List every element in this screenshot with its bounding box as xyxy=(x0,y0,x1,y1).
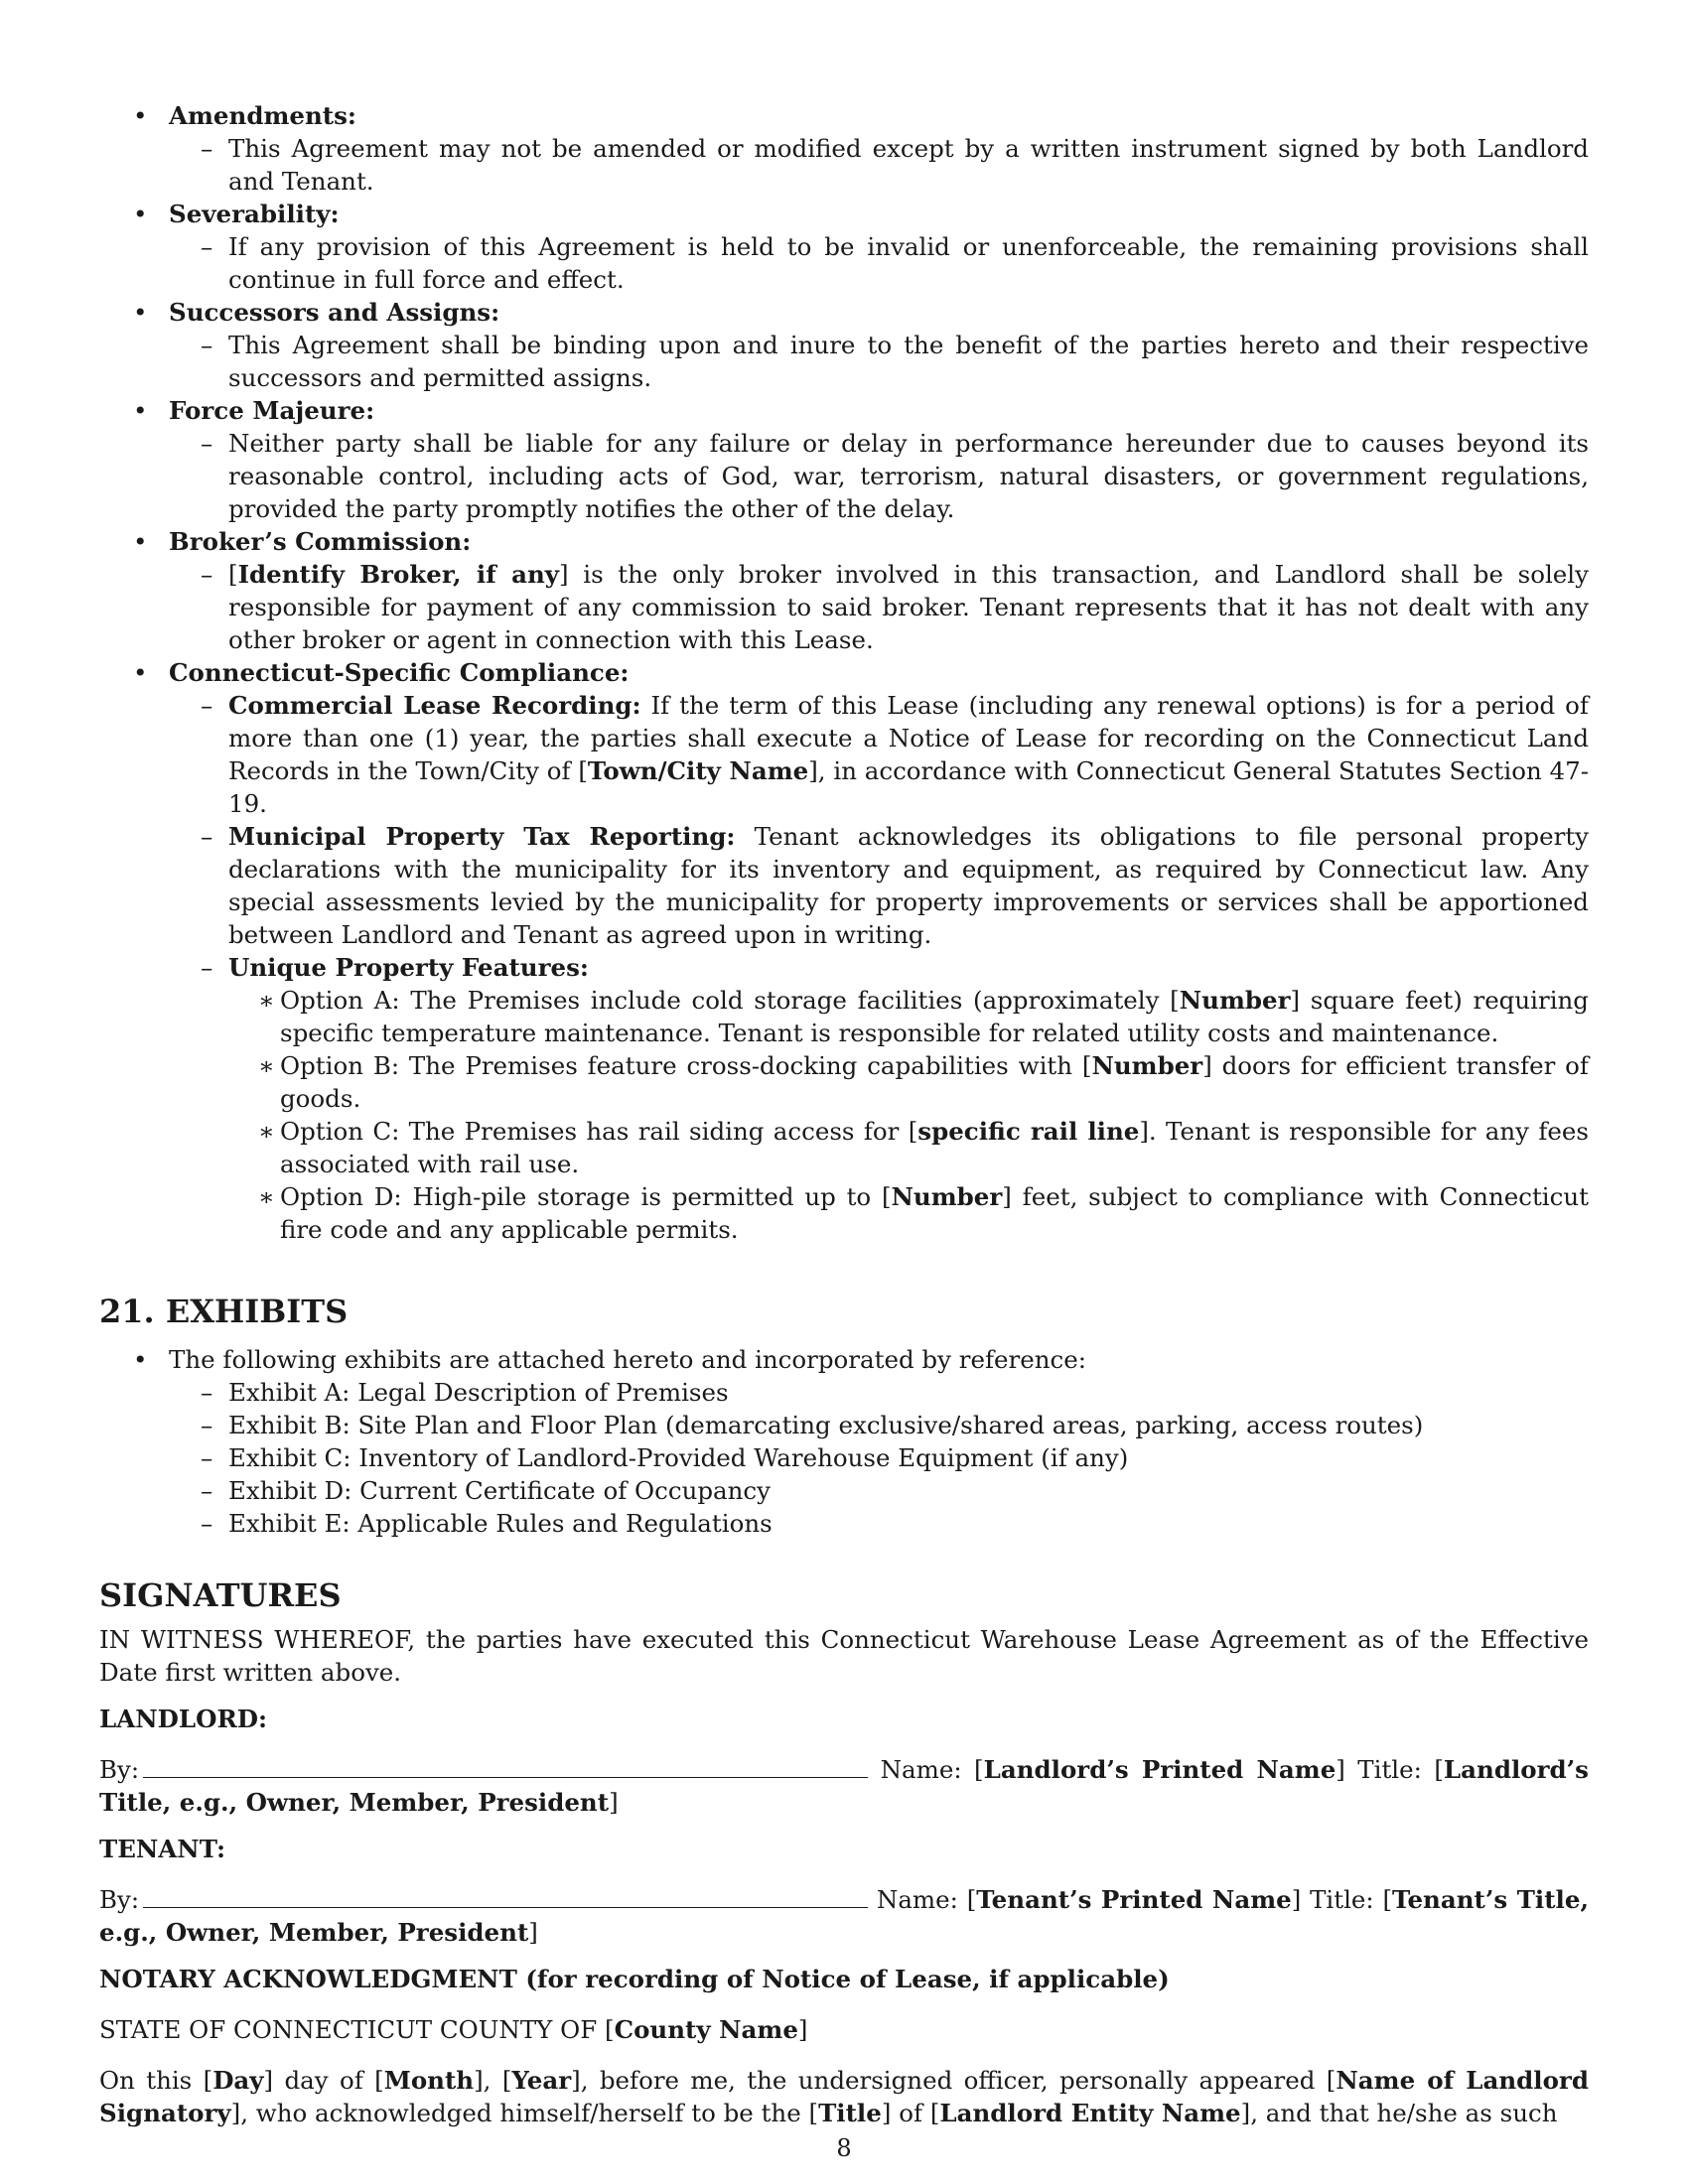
notary-heading: NOTARY ACKNOWLEDGMENT (for recording of Notice of Lease, if applicable) xyxy=(99,1965,1170,1993)
notary-text: of xyxy=(899,2099,923,2127)
county-placeholder: County Name xyxy=(614,2015,798,2044)
option-b-text: Option B: The Premises feature cross-docking capabilities with xyxy=(280,1051,1073,1080)
notary-state-text: STATE OF CONNECTICUT COUNTY OF xyxy=(99,2015,598,2044)
tenant-heading: TENANT: xyxy=(99,1835,226,1863)
witness-paragraph: IN WITNESS WHEREOF, the parties have executed this Connecticut Warehouse Lease Agreement as of the Effective Date first written above. xyxy=(99,1625,1589,1687)
notary-text: , before me, the undersigned officer, personally appeared xyxy=(580,2066,1316,2095)
landlord-heading: LANDLORD: xyxy=(99,1705,268,1733)
recording-text-end: , in accordance with Connecticut General Statutes Section 47-19. xyxy=(228,756,1589,818)
landlord-signature-line[interactable] xyxy=(143,1757,868,1778)
ct-compliance-title: Connecticut-Specific Compliance: xyxy=(169,658,630,687)
notary-text: , who acknowledged himself/herself to be the xyxy=(240,2099,801,2127)
list-item: ∗ Option C: The Premises has rail siding access for [specific rail line]. Tenant is responsible for any fees associated with rail use. xyxy=(228,1115,1589,1180)
option-c-text-end: . Tenant is responsible for any fees associated with rail use. xyxy=(280,1117,1589,1178)
year-placeholder: Year xyxy=(511,2066,572,2095)
list-item xyxy=(169,230,1589,296)
list-item xyxy=(99,1343,1589,1540)
tax-text: Tenant acknowledges its obligations to file personal property declarations with the municipality for its inventory and equipment, as required by Connecticut law. Any special assessments levied by the municipality for property improvements or services shall be apportioned between Landlord and Tenant as agreed upon in writing. xyxy=(228,822,1590,949)
option-d-text-end: feet, subject to compliance with Connecticut fire code and any applicable permits. xyxy=(280,1182,1589,1244)
exhibits-heading: 21. EXHIBITS xyxy=(99,1293,349,1330)
title-label: Title: xyxy=(1357,1755,1422,1784)
option-a-placeholder: Number xyxy=(1179,986,1291,1015)
page-number: 8 xyxy=(836,2134,852,2162)
recording-label: Commercial Lease Recording: xyxy=(228,691,641,720)
list-item xyxy=(169,951,1589,1246)
by-label: By: xyxy=(99,1755,140,1784)
force-majeure-text: Neither party shall be liable for any failure or delay in performance hereunder due to causes beyond its reasonable control, including acts of God, war, terrorism, natural disasters, or government regulations, provided the party promptly notifies the other of the delay. xyxy=(228,429,1589,523)
force-majeure-title: Force Majeure: xyxy=(169,396,375,425)
list-item xyxy=(99,99,1589,198)
notary-text: , xyxy=(483,2066,492,2095)
successors-text: This Agreement shall be binding upon and inure to the benefit of the parties hereto and their respective successors and permitted assigns. xyxy=(228,331,1589,392)
list-item: ∗ Option A: The Premises include cold storage facilities (approximately [Number] square feet) requiring specific temperature maintenance. Tenant is responsible for related utility costs and maintenance. xyxy=(228,984,1589,1049)
list-item xyxy=(99,394,1589,525)
list-item xyxy=(99,296,1589,394)
exhibits-list xyxy=(99,1343,1589,1540)
list-item xyxy=(169,329,1589,394)
list-item xyxy=(99,656,1589,1246)
town-placeholder: Town/City Name xyxy=(587,756,809,785)
tenant-signature-line[interactable] xyxy=(143,1887,868,1908)
name-label: Name: xyxy=(880,1755,962,1784)
broker-placeholder: Identify Broker, if any xyxy=(237,560,560,589)
list-item xyxy=(169,820,1589,951)
severability-text: If any provision of this Agreement is held to be invalid or unenforceable, the remaining provisions shall continue in full force and effect. xyxy=(228,232,1589,294)
option-a-text-end: square feet) requiring specific temperature maintenance. Tenant is responsible for related utility costs and maintenance. xyxy=(280,986,1589,1047)
exhibit-item: – Exhibit C: Inventory of Landlord-Provided Warehouse Equipment (if any) xyxy=(169,1441,1589,1474)
exhibits-intro: The following exhibits are attached hereto and incorporated by reference: xyxy=(169,1345,1086,1374)
signatory-placeholder: Name of Landlord Signatory xyxy=(99,2066,1589,2127)
entity-placeholder: Landlord Entity Name xyxy=(939,2099,1241,2127)
notary-text: , and that he/she as such xyxy=(1250,2099,1558,2127)
tenant-name-placeholder: Tenant’s Printed Name xyxy=(976,1885,1292,1914)
month-placeholder: Month xyxy=(383,2066,475,2095)
by-label: By: xyxy=(99,1885,140,1914)
option-c-text: Option C: The Premises has rail siding access for xyxy=(280,1117,900,1146)
notary-text: On this xyxy=(99,2066,193,2095)
option-d-text: Option D: High-pile storage is permitted up to xyxy=(280,1182,872,1211)
option-a-text: Option A: The Premises include cold storage facilities (approximately xyxy=(280,986,1160,1015)
notary-text: day of xyxy=(284,2066,363,2095)
signatures-heading: SIGNATURES xyxy=(99,1576,342,1614)
page-content xyxy=(99,99,1589,2129)
broker-title: Broker’s Commission: xyxy=(169,527,472,556)
amendments-text: This Agreement may not be amended or modified except by a written instrument signed by both Landlord and Tenant. xyxy=(228,134,1589,196)
option-b-placeholder: Number xyxy=(1091,1051,1203,1080)
title-placeholder: Title xyxy=(818,2099,882,2127)
misc-provisions-list xyxy=(99,99,1589,1246)
landlord-title-placeholder: Landlord’s Title, e.g., Owner, Member, President xyxy=(99,1755,1589,1817)
tax-label: Municipal Property Tax Reporting: xyxy=(228,822,736,851)
title-label: Title: xyxy=(1310,1885,1374,1914)
exhibit-item: – Exhibit D: Current Certificate of Occupancy xyxy=(169,1474,1589,1507)
list-item xyxy=(99,525,1589,656)
broker-text: is the only broker involved in this transaction, and Landlord shall be solely responsible for payment of any commission to said broker. Tenant represents that it has not dealt with any other broker or agent in connection with this Lease. xyxy=(228,560,1589,654)
list-item: ∗ Option D: High-pile storage is permitted up to [Number] feet, subject to compliance with Connecticut fire code and any applicable permits. xyxy=(228,1180,1589,1246)
landlord-name-placeholder: Landlord’s Printed Name xyxy=(983,1755,1336,1784)
exhibit-item: – Exhibit A: Legal Description of Premises xyxy=(169,1376,1589,1409)
list-item: – [Identify Broker, if any] is the only broker involved in this transaction, and Landlord shall be solely responsible for payment of any commission to said broker. Tenant represents that it has not dealt with any other broker or agent in connection with this Lease. xyxy=(169,558,1589,656)
exhibit-item: – Exhibit E: Applicable Rules and Regulations xyxy=(169,1507,1589,1540)
day-placeholder: Day xyxy=(212,2066,264,2095)
list-item: ∗ Option B: The Premises feature cross-docking capabilities with [Number] doors for efficient transfer of goods. xyxy=(228,1049,1589,1115)
exhibit-item: – Exhibit B: Site Plan and Floor Plan (demarcating exclusive/shared areas, parking, access routes) xyxy=(169,1409,1589,1441)
notary-paragraph: On this [Day] day of [Month], [Year], before me, the undersigned officer, personally appeared [Name of Landlord Signatory], who acknowledged himself/herself to be the [Title] of [Landlord Entity Name], and that he/she as such xyxy=(99,2066,1589,2127)
landlord-signature-block: By: Name: [Landlord’s Printed Name] Title: [Landlord’s Title, e.g., Owner, Member, President] xyxy=(99,1755,1589,1817)
tenant-signature-block: By: Name: [Tenant’s Printed Name] Title: [Tenant’s Title, e.g., Owner, Member, President] xyxy=(99,1885,1589,1947)
option-b-text-end: doors for efficient transfer of goods. xyxy=(280,1051,1589,1113)
list-item xyxy=(169,427,1589,525)
list-item xyxy=(169,132,1589,198)
list-item xyxy=(99,198,1589,296)
successors-title: Successors and Assigns: xyxy=(169,298,500,327)
name-label: Name: xyxy=(876,1885,958,1914)
tenant-title-placeholder: Tenant’s Title, e.g., Owner, Member, President xyxy=(99,1885,1589,1947)
severability-title: Severability: xyxy=(169,200,340,228)
amendments-title: Amendments: xyxy=(169,101,356,130)
option-d-placeholder: Number xyxy=(891,1182,1003,1211)
option-c-placeholder: specific rail line xyxy=(917,1117,1140,1146)
notary-state-line: STATE OF CONNECTICUT COUNTY OF [County Name] xyxy=(99,2015,808,2044)
list-item: – Commercial Lease Recording: If the term of this Lease (including any renewal options) is for a period of more than one (1) year, the parties shall execute a Notice of Lease for recording on the Connecticut Land Records in the Town/City of [Town/City Name], in accordance with Connecticut General Statutes Section 47-19. xyxy=(169,689,1589,820)
recording-text: If the term of this Lease (including any renewal options) is for a period of more than one (1) year, the parties shall execute a Notice of Lease for recording on the Connecticut Land Records in the Town/City of xyxy=(228,691,1589,785)
features-label: Unique Property Features: xyxy=(228,953,589,982)
